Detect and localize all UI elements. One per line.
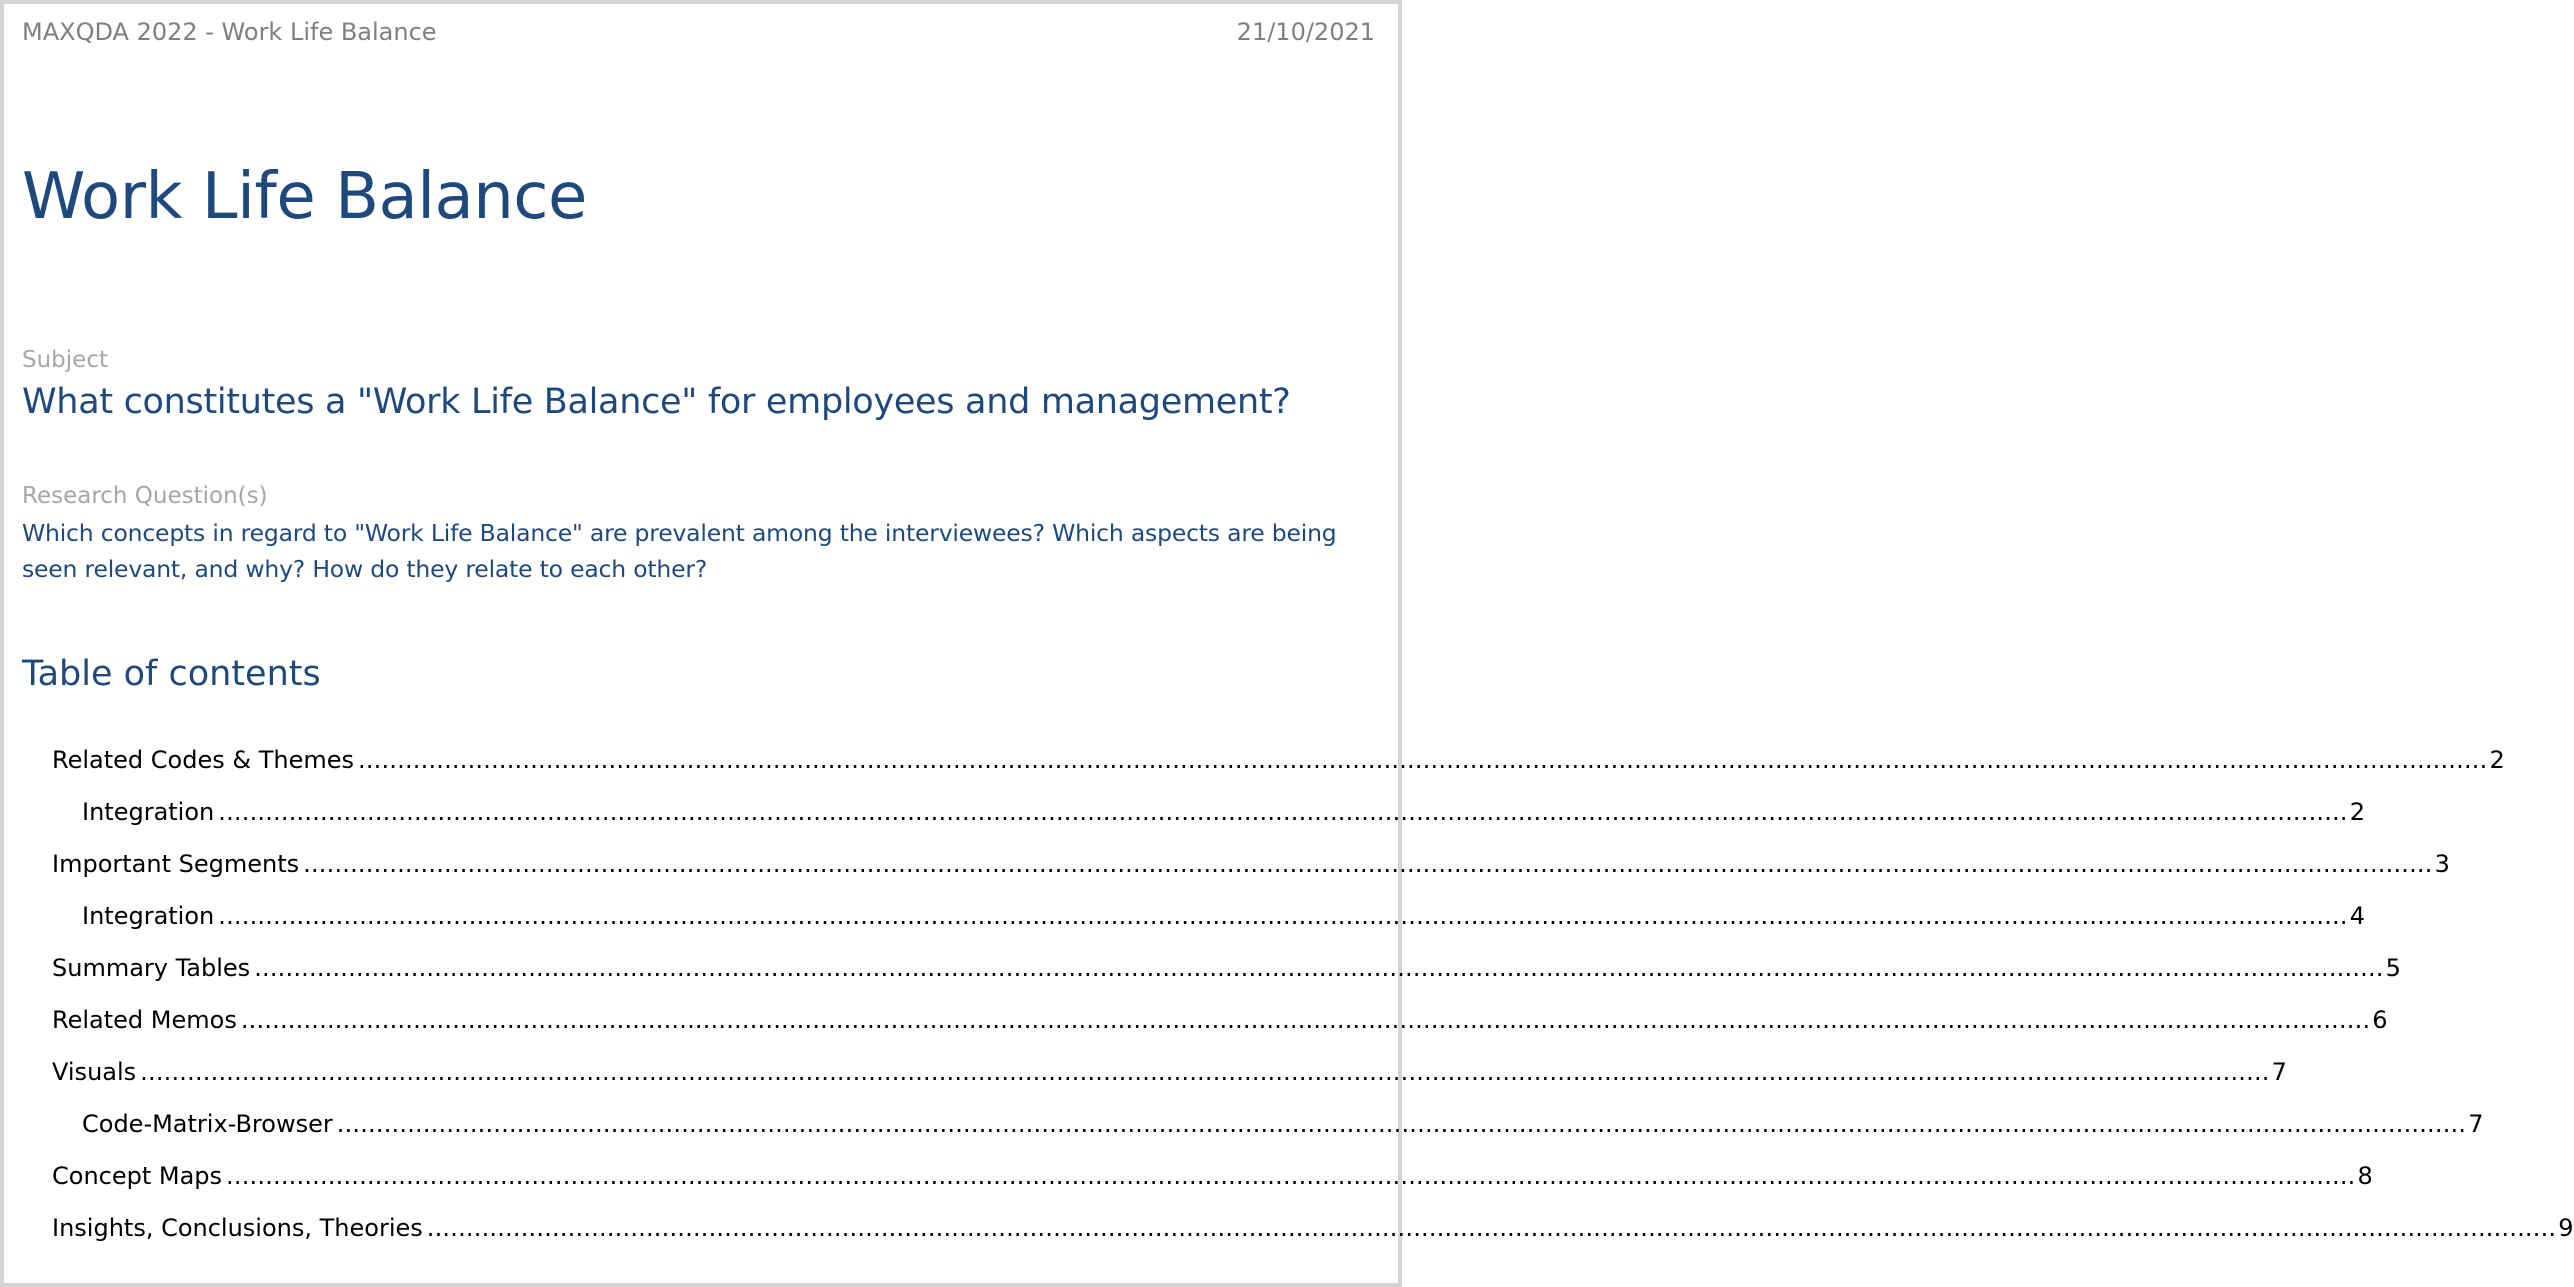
subject-value: What constitutes a "Work Life Balance" for employees and management? [22,382,1291,422]
toc-entry-label: Related Codes & Themes [52,746,354,774]
toc-heading: Table of contents [22,654,321,694]
toc-dot-leader: ................................................................................................................................................................................................................................................................................ [357,746,2488,774]
toc-dot-leader: ................................................................................................................................................................................................................................................................................ [254,954,2384,982]
toc-entry[interactable] [82,798,2365,838]
toc-entry-label: Integration [82,902,215,930]
toc-entry-label: Summary Tables [52,954,251,982]
document-title: Work Life Balance [22,160,587,234]
toc-entry-page: 8 [2357,1162,2373,1190]
toc-dot-leader: ................................................................................................................................................................................................................................................................................ [240,1006,2371,1034]
toc-entry-page: 4 [2349,902,2365,930]
toc-entry-page: 3 [2434,850,2450,878]
toc-entry-label: Concept Maps [52,1162,223,1190]
toc-entry-page: 7 [2271,1058,2287,1086]
toc-entry[interactable] [52,1058,2287,1098]
toc-dot-leader: ................................................................................................................................................................................................................................................................................ [226,1162,2356,1190]
toc-entry[interactable] [52,1214,2574,1254]
toc-entry[interactable] [52,954,2401,994]
subject-label: Subject [22,347,108,373]
toc-dot-leader: ................................................................................................................................................................................................................................................................................ [218,902,2348,930]
toc-entry-page: 5 [2385,954,2401,982]
toc-dot-leader: ................................................................................................................................................................................................................................................................................ [303,850,2433,878]
toc-entry-page: 6 [2372,1006,2388,1034]
header-date: 21/10/2021 [1236,18,1375,46]
toc-entry-page: 9 [2558,1214,2574,1242]
toc-entry-label: Related Memos [52,1006,237,1034]
toc-entry-label: Integration [82,798,215,826]
toc-entry-label: Code-Matrix-Browser [82,1110,333,1138]
toc-entry[interactable] [52,1162,2373,1202]
toc-dot-leader: ................................................................................................................................................................................................................................................................................ [336,1110,2467,1138]
toc-entry[interactable] [82,1110,2484,1150]
toc-dot-leader: ................................................................................................................................................................................................................................................................................ [218,798,2348,826]
toc-entry-page: 2 [2489,746,2505,774]
toc-entry[interactable] [52,850,2450,890]
research-question-label: Research Question(s) [22,483,268,509]
header-app-title: MAXQDA 2022 - Work Life Balance [22,18,437,46]
toc-dot-leader: ................................................................................................................................................................................................................................................................................ [140,1058,2270,1086]
toc-entry-label: Insights, Conclusions, Theories [52,1214,423,1242]
toc-dot-leader: ................................................................................................................................................................................................................................................................................ [426,1214,2557,1242]
toc-entry-label: Important Segments [52,850,300,878]
toc-entry-page: 7 [2468,1110,2484,1138]
research-question-value: Which concepts in regard to "Work Life Balance" are prevalent among the interviewees? Which aspects are being seen relevant, and why? How do they relate to each other? [22,519,1337,583]
toc-entry[interactable] [52,1006,2388,1046]
toc-entry[interactable] [82,902,2365,942]
toc-entry-page: 2 [2349,798,2365,826]
toc-entry-label: Visuals [52,1058,137,1086]
toc-entry[interactable] [52,746,2505,786]
